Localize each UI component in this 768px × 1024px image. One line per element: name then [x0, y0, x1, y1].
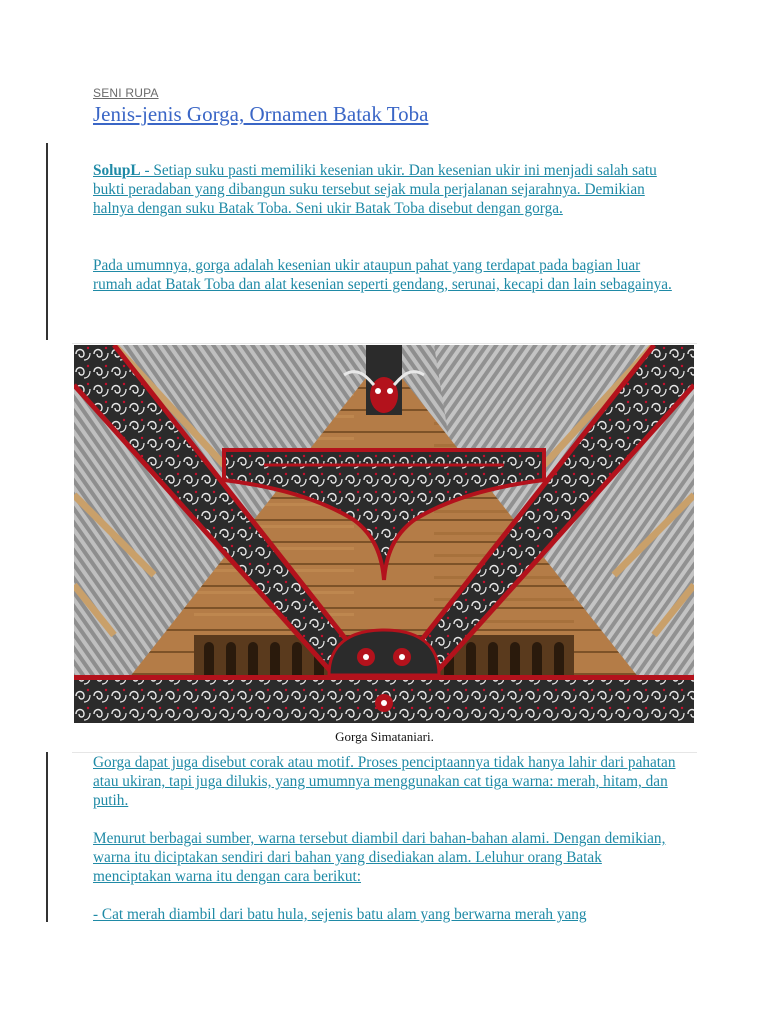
- intro-text: - Setiap suku pasti memiliki kesenian ukir. Dan kesenian ukir ini menjadi salah satu bukti peradaban yang dibangun suku tersebut sejak mula perjalanan sejarahnya. Demikian halnya dengan suku Batak Toba. Seni ukir Batak Toba disebut dengan gorga.: [93, 162, 657, 217]
- intro-paragraph[interactable]: [93, 161, 683, 218]
- quote-bar-top: [46, 143, 48, 340]
- figure-rule-top: [72, 343, 697, 344]
- intro-source: SolupL: [93, 162, 141, 179]
- article-category[interactable]: SENI RUPA: [93, 86, 159, 100]
- paragraph-2[interactable]: Pada umumnya, gorga adalah kesenian ukir ataupun pahat yang terdapat pada bagian luar rumah adat Batak Toba dan alat kesenian seperti gendang, serunai, kecapi dan lain sebagainya.: [93, 257, 672, 293]
- paragraph-4[interactable]: Menurut berbagai sumber, warna tersebut diambil dari bahan-bahan alami. Dengan demikian, warna itu diciptakan sendiri dari bahan yang disediakan alam. Leluhur orang Batak menciptakan warna itu dengan cara berikut:: [93, 830, 666, 885]
- gorga-photo: [74, 345, 694, 723]
- quote-bar-bottom: [46, 752, 48, 922]
- paragraph-5[interactable]: - Cat merah diambil dari batu hula, sejenis batu alam yang berwarna merah yang: [93, 906, 587, 923]
- figure: [72, 343, 697, 753]
- figure-caption: Gorga Simataniari.: [335, 729, 434, 744]
- paragraph-3[interactable]: Gorga dapat juga disebut corak atau motif. Proses penciptaannya tidak hanya lahir dari pahatan atau ukiran, tapi juga dilukis, yang umumnya menggunakan cat tiga warna: merah, hitam, dan putih.: [93, 754, 676, 809]
- article-title[interactable]: Jenis-jenis Gorga, Ornamen Batak Toba: [93, 102, 429, 126]
